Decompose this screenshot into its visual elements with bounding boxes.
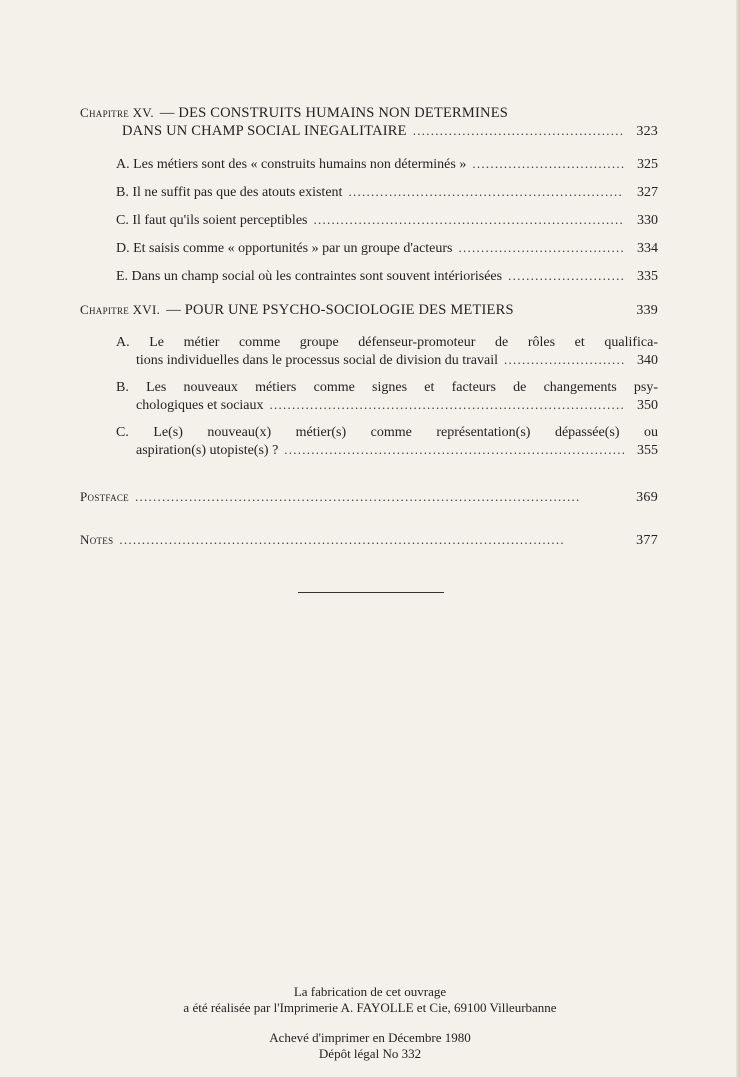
toc-entry xyxy=(116,267,658,285)
chapter-15-title-line2: DANS UN CHAMP SOCIAL INEGALITAIRE xyxy=(122,123,407,139)
notes-page: 377 xyxy=(636,533,658,548)
leader-dots xyxy=(135,489,624,505)
entry-text: C. Il faut qu'ils soient perceptibles xyxy=(116,213,308,228)
entry-page: 340 xyxy=(637,353,658,368)
chapter-15-label: Chapitre XV. xyxy=(80,105,154,120)
entry-line2 xyxy=(116,441,658,459)
entry-page: 325 xyxy=(637,157,658,172)
leader-dots xyxy=(119,532,624,548)
colophon-line3: Achevé d'imprimer en Décembre 1980 xyxy=(269,1030,471,1045)
entry-text-line2: tions individuelles dans le processus social de division du travail xyxy=(136,353,498,368)
notes-label: Notes xyxy=(80,532,114,547)
chapter-15 xyxy=(80,104,658,285)
entry-page: 334 xyxy=(637,241,658,256)
entry-text: B. Il ne suffit pas que des atouts existent xyxy=(116,185,343,200)
colophon-line1: La fabrication de cet ouvrage xyxy=(293,984,447,999)
postface-label: Postface xyxy=(80,489,129,504)
chapter-15-page: 323 xyxy=(636,124,658,139)
colophon-line2: a été réalisée par l'Imprimerie A. FAYOLLE et Cie, 69100 Villeurbanne xyxy=(183,1000,557,1015)
entry-text: A. Les métiers sont des « construits humains non déterminés » xyxy=(116,157,467,172)
entry-line2 xyxy=(116,396,658,414)
entry-text-line2: chologiques et sociaux xyxy=(136,398,264,413)
entry-page: 330 xyxy=(637,213,658,228)
leader-dots xyxy=(284,441,624,458)
entry-page: 335 xyxy=(637,269,658,284)
entry-text: D. Et saisis comme « opportunités » par un groupe d'acteurs xyxy=(116,241,453,256)
leader-dots xyxy=(313,211,624,228)
entry-text-line1: A. Le métier comme groupe défenseur-promoteur de rôles et qualifica- xyxy=(116,335,658,350)
table-of-contents xyxy=(80,104,658,575)
leader-dots xyxy=(472,155,624,172)
leader-dots xyxy=(508,267,624,284)
entry-page: 327 xyxy=(637,185,658,200)
toc-entry xyxy=(116,424,658,459)
entry-page: 350 xyxy=(637,398,658,413)
leader-dots xyxy=(348,183,624,200)
notes-entry xyxy=(80,532,658,549)
chapter-16-page: 339 xyxy=(636,303,658,318)
divider-rule xyxy=(298,592,444,593)
leader-dots xyxy=(459,239,624,256)
entry-text: E. Dans un champ social où les contraintes sont souvent intériorisées xyxy=(116,269,503,284)
chapter-15-heading xyxy=(80,104,658,122)
postface-page: 369 xyxy=(636,490,658,505)
leader-dots xyxy=(504,351,624,368)
chapter-15-title-line1: — DES CONSTRUITS HUMAINS NON DETERMINES xyxy=(159,105,509,121)
toc-entry xyxy=(116,334,658,369)
chapter-16-heading xyxy=(80,301,658,320)
toc-entry xyxy=(116,183,658,201)
entry-line2 xyxy=(116,351,658,369)
chapter-16-label: Chapitre XVI. xyxy=(80,302,161,317)
chapter-16-entries xyxy=(80,334,658,459)
colophon-line4: Dépôt légal No 332 xyxy=(318,1046,422,1061)
postface-entry xyxy=(80,489,658,506)
chapter-16 xyxy=(80,301,658,459)
toc-entry xyxy=(116,211,658,229)
leader-dots xyxy=(413,122,624,140)
chapter-15-entries xyxy=(80,155,658,285)
page-edge xyxy=(736,0,740,1077)
colophon xyxy=(110,984,630,1062)
chapter-15-heading-line2 xyxy=(80,122,658,141)
leader-dots xyxy=(270,396,624,413)
toc-entry xyxy=(116,239,658,257)
chapter-16-title: — POUR UNE PSYCHO-SOCIOLOGIE DES METIERS xyxy=(166,302,514,318)
entry-page: 355 xyxy=(637,443,658,458)
entry-text-line1: C. Le(s) nouveau(x) métier(s) comme représentation(s) dépassée(s) ou xyxy=(116,425,658,440)
entry-text-line1: B. Les nouveaux métiers comme signes et facteurs de changements psy- xyxy=(116,380,658,395)
toc-entry xyxy=(116,379,658,414)
toc-entry xyxy=(116,155,658,173)
entry-text-line2: aspiration(s) utopiste(s) ? xyxy=(136,443,279,458)
